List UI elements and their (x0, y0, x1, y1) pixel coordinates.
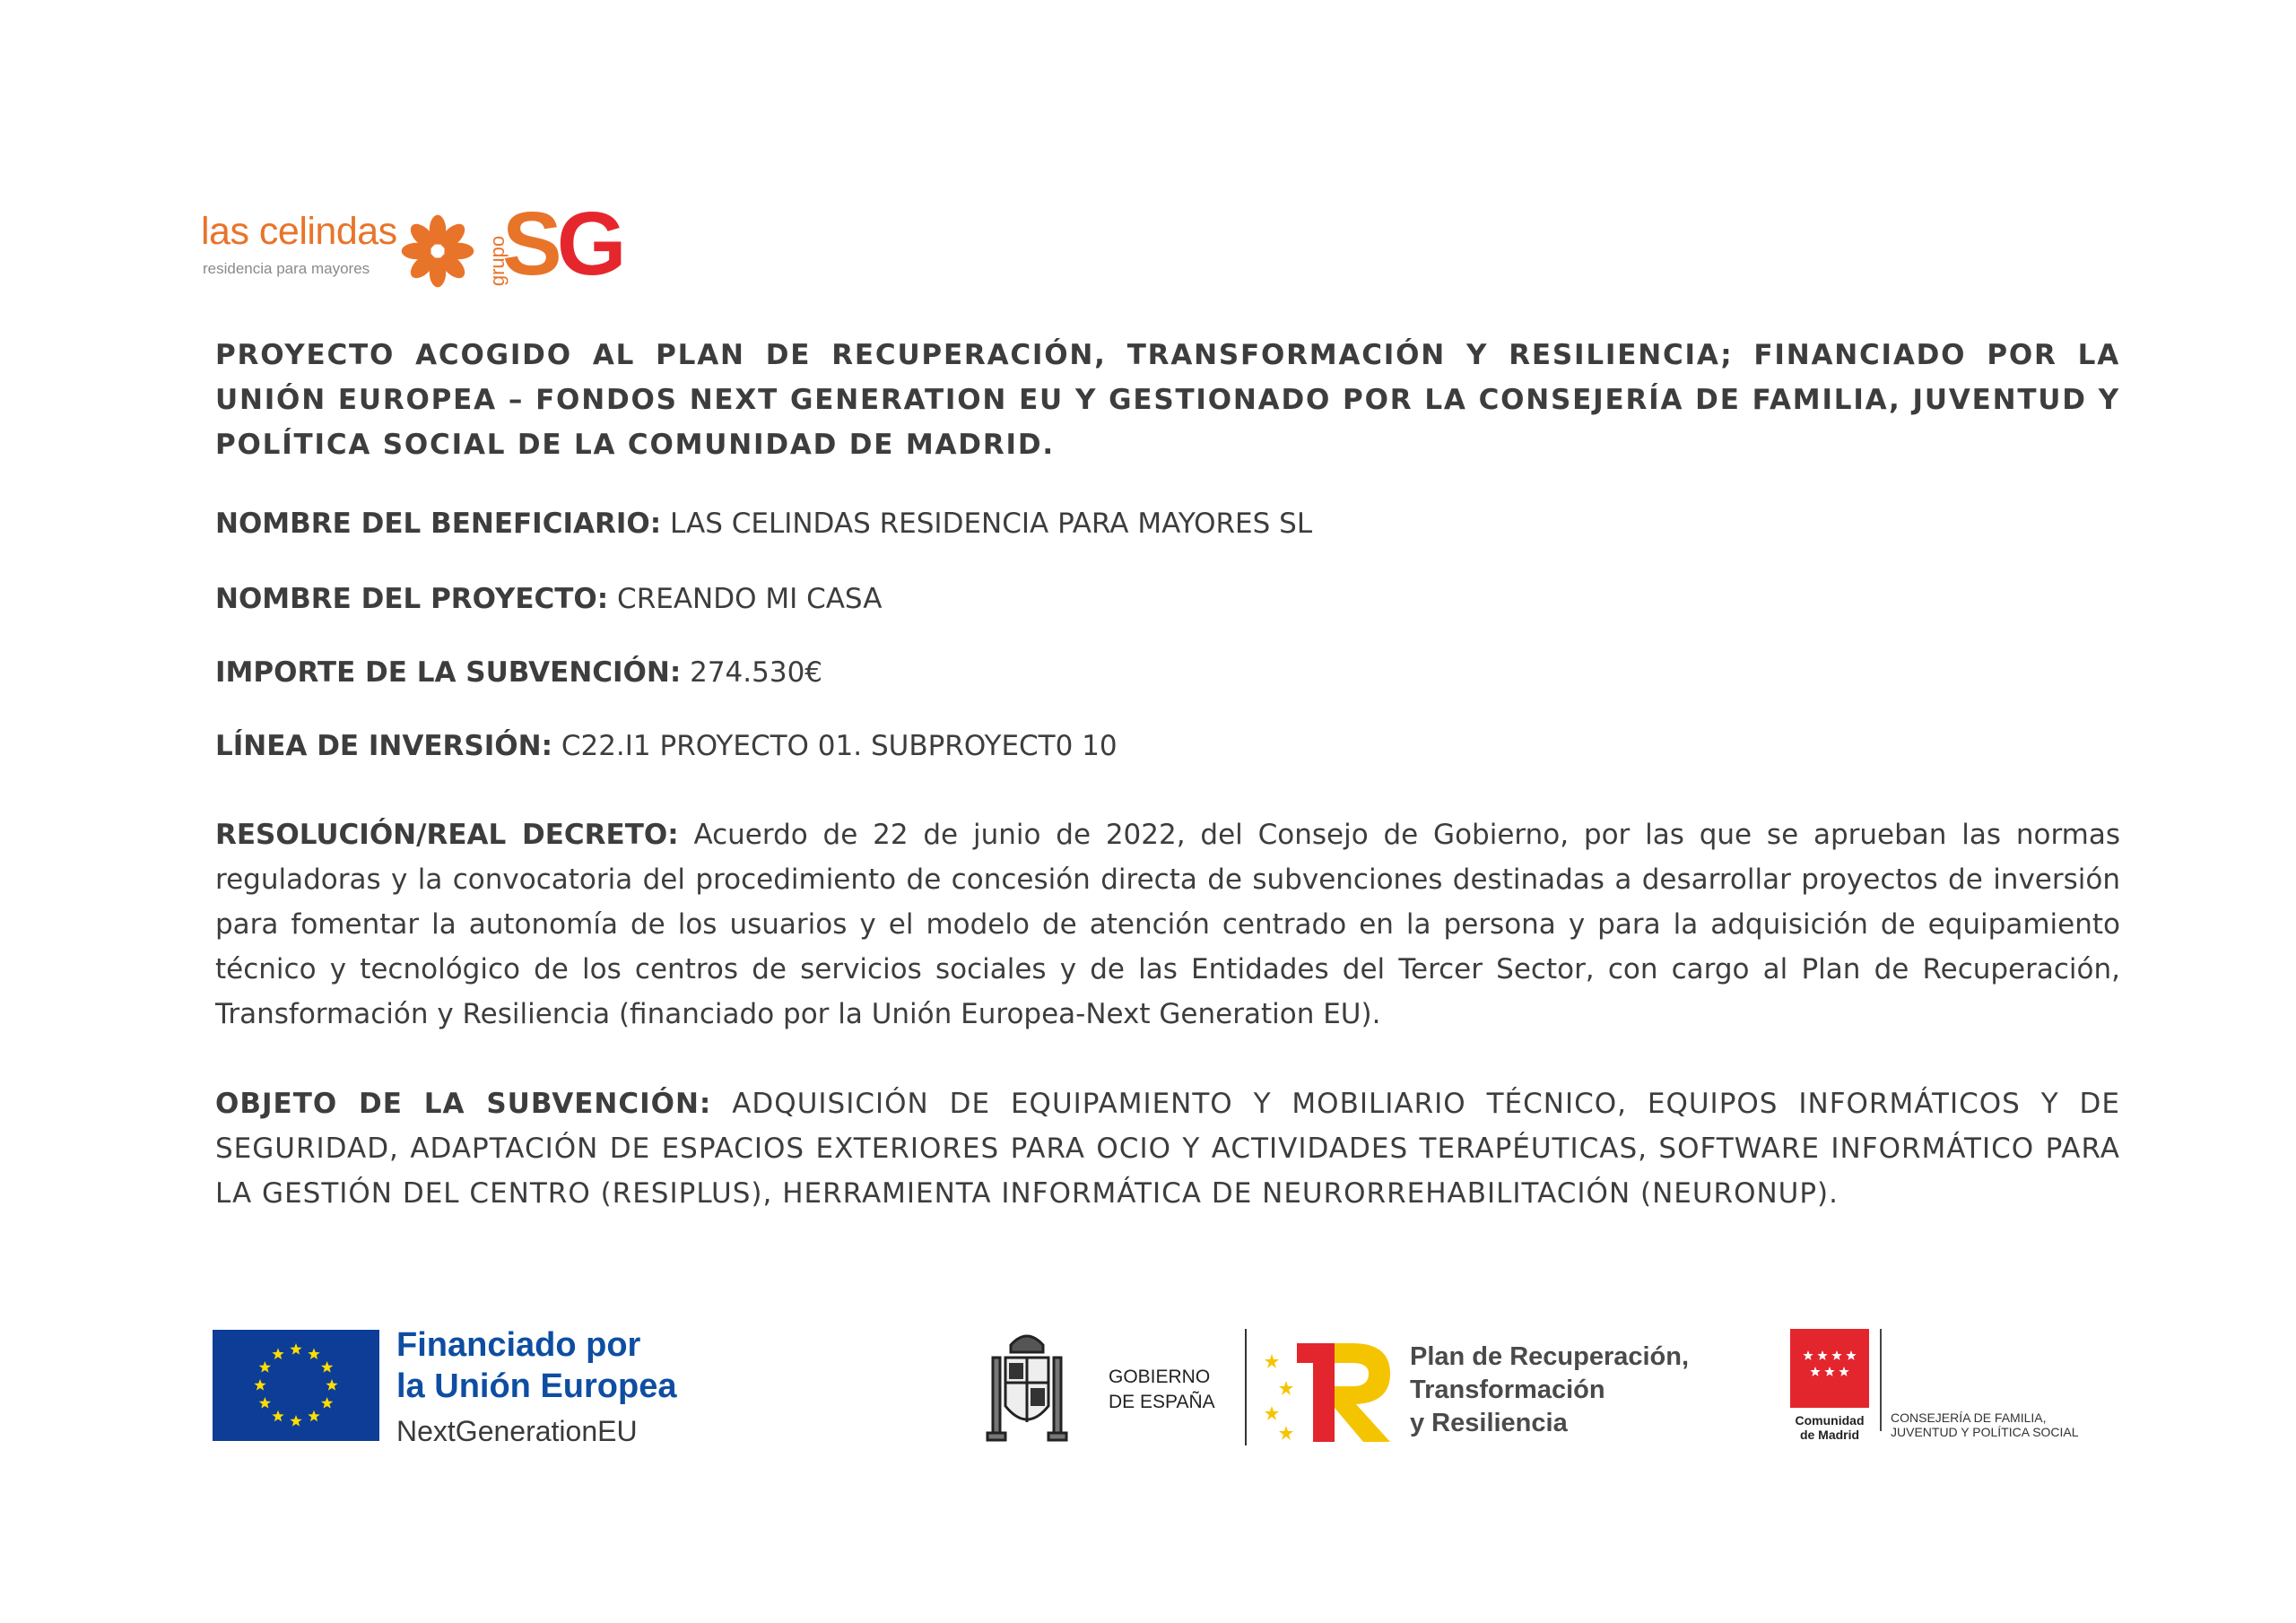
resolution-value: Acuerdo de 22 de junio de 2022, del Consejo de Gobierno, por las que se aprueban las normas reguladoras y la convocatoria del procedimiento de concesión directa de subvenciones destinadas a desarrollar proyectos de inversión para fomentar la autonomía de los usuarios y el modelo de atención centrado en la persona y para la adquisición de equipamiento técnico y tecnológico de los centros de servicios sociales y de las Entidades del Tercer Sector, con cargo al Plan de Recuperación, Transformación y Resiliencia (financiado por la Unión Europea-Next Generation EU). (215, 819, 2120, 1030)
eu-star-icon (326, 1379, 337, 1391)
intro-heading: PROYECTO ACOGIDO AL PLAN DE RECUPERACIÓN, TRANSFORMACIÓN Y RESILIENCIA; FINANCIADO POR LA UNIÓN EUROPEA – FONDOS NEXT GENERATION EU Y GESTIONADO POR LA CONSEJERÍA DE FAMILIA, JUVENTUD Y POLÍTICA SOCIAL DE LA COMUNIDAD DE MADRID. (215, 339, 2120, 461)
investment-line-label: LÍNEA DE INVERSIÓN: (215, 730, 552, 762)
logo-tagline: residencia para mayores (203, 260, 370, 277)
prtr-text (1410, 1341, 1689, 1440)
eu-star-icon (290, 1343, 301, 1355)
project-label: NOMBRE DEL PROYECTO: (215, 583, 609, 615)
gobierno-espana-text (1109, 1365, 1215, 1415)
eu-star-icon (272, 1410, 283, 1422)
field-project (215, 577, 2120, 621)
project-value: CREANDO MI CASA (617, 583, 883, 615)
madrid-star-icon (1803, 1350, 1813, 1360)
eu-star-icon (259, 1361, 271, 1373)
flower-icon (400, 213, 475, 289)
eu-funded-line2: la Unión Europea (396, 1367, 677, 1405)
beneficiary-value: LAS CELINDAS RESIDENCIA PARA MAYORES SL (670, 508, 1313, 540)
eu-nextgen: NextGenerationEU (396, 1415, 638, 1447)
madrid-star-icon (1824, 1367, 1834, 1376)
logo-name: las celindas (201, 210, 397, 253)
investment-line-value: C22.I1 PROYECTO 01. SUBPROYECT0 10 (561, 730, 1118, 762)
amount-label: IMPORTE DE LA SUBVENCIÓN: (215, 656, 682, 689)
madrid-name-line2: de Madrid (1799, 1428, 1860, 1442)
beneficiary-label: NOMBRE DEL BENEFICIARIO: (215, 508, 662, 540)
amount-value: 274.530€ (690, 656, 823, 689)
object-label: OBJETO DE LA SUBVENCIÓN: (215, 1088, 712, 1120)
gobierno-line2: DE ESPAÑA (1109, 1392, 1215, 1412)
object-paragraph (215, 1081, 2120, 1216)
eu-star-icon (308, 1348, 319, 1359)
consejeria-text (1891, 1410, 2079, 1439)
field-beneficiary (215, 501, 2120, 546)
divider (1245, 1329, 1247, 1445)
prtr-line1: Plan de Recuperación, (1410, 1342, 1690, 1371)
resolution-paragraph (215, 812, 2120, 1037)
comunidad-madrid-flag-icon (1790, 1329, 1869, 1408)
madrid-star-icon (1810, 1367, 1820, 1376)
gobierno-line1: GOBIERNO (1109, 1367, 1211, 1387)
field-amount (215, 650, 2120, 695)
eu-star-icon (272, 1348, 283, 1359)
madrid-star-icon (1817, 1350, 1827, 1360)
prtr-logo-icon (1263, 1336, 1397, 1444)
eu-star-icon (254, 1379, 265, 1391)
consejeria-line2: JUVENTUD Y POLÍTICA SOCIAL (1891, 1425, 2079, 1439)
eu-star-icon (259, 1397, 271, 1409)
madrid-star-icon (1831, 1350, 1841, 1360)
madrid-name-line1: Comunidad (1795, 1413, 1865, 1428)
eu-star-icon (321, 1361, 333, 1373)
object-value: ADQUISICIÓN DE EQUIPAMIENTO Y MOBILIARIO TÉCNICO, EQUIPOS INFORMÁTICOS Y DE SEGURIDAD, ADAPTACIÓN DE ESPACIOS EXTERIORES PARA OCIO Y ACTIVIDADES TERAPÉUTICAS, SOFTWARE INFORMÁTICO PARA LA GESTIÓN DEL CENTRO (RESIPLUS), HERRAMIENTA INFORMÁTICA DE NEURORREHABILITACIÓN (NEURONUP). (215, 1088, 2120, 1210)
eu-star-icon (290, 1415, 301, 1427)
coat-of-arms-icon (984, 1325, 1070, 1445)
logo-sg: SG (502, 194, 622, 294)
logo-grupo: grupo (486, 235, 509, 287)
madrid-star-icon (1839, 1367, 1848, 1376)
divider (1880, 1329, 1882, 1431)
eu-funded-line1: Financiado por (396, 1326, 641, 1364)
comunidad-madrid-name (1785, 1413, 1874, 1442)
prtr-line3: y Resiliencia (1410, 1409, 1568, 1437)
eu-star-icon (308, 1410, 319, 1422)
resolution-label: RESOLUCIÓN/REAL DECRETO: (215, 819, 679, 851)
field-investment-line (215, 724, 2120, 768)
madrid-star-icon (1846, 1350, 1856, 1360)
consejeria-line1: CONSEJERÍA DE FAMILIA, (1891, 1410, 2047, 1425)
eu-flag-icon (213, 1330, 379, 1441)
prtr-line2: Transformación (1410, 1376, 1605, 1404)
eu-star-icon (321, 1397, 333, 1409)
las-celindas-logo (201, 194, 622, 294)
